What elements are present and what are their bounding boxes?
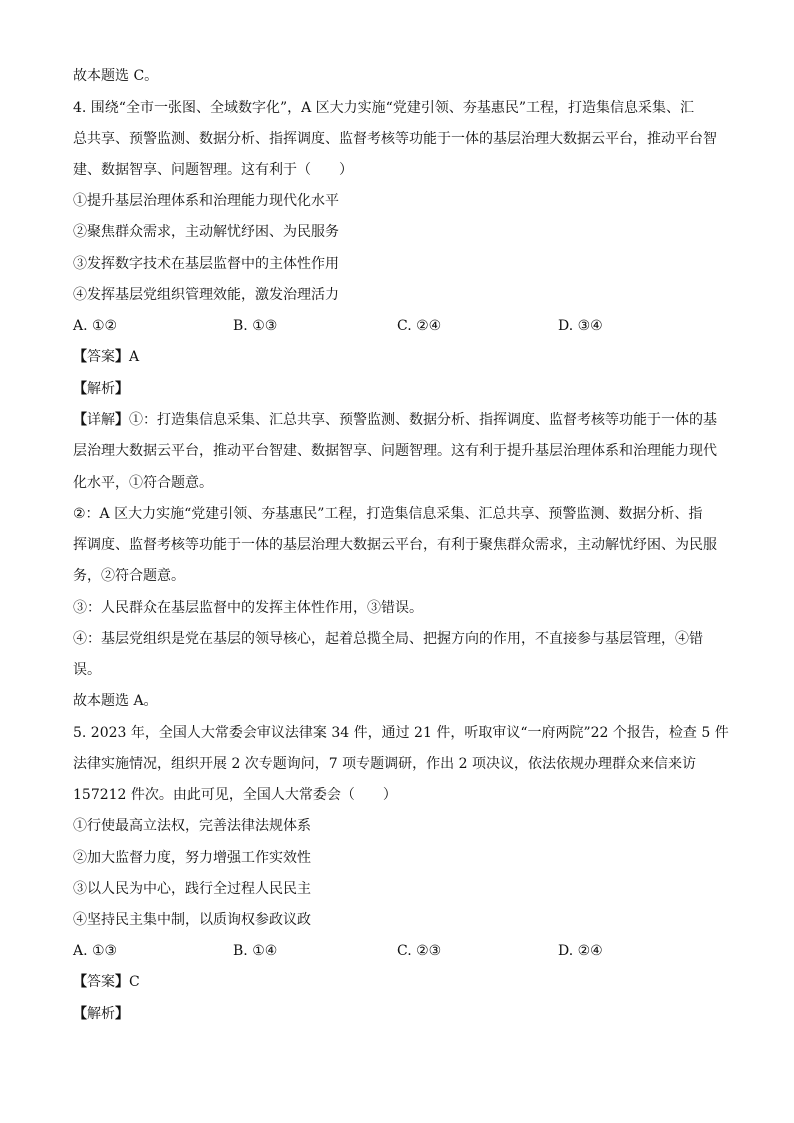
q4-options — [73, 316, 733, 336]
q4-detail-line-7: ③：人民群众在基层监督中的发挥主体性作用，③错误。 — [73, 600, 423, 616]
q4-stem-line-2: 总共享、预警监测、数据分析、指挥调度、监督考核等功能于一体的基层治理大数据云平台，推动平台智 — [73, 131, 717, 147]
q4-analysis-heading: 【解析】 — [73, 381, 129, 397]
prev-conclusion: 故本题选 C。 — [73, 68, 159, 84]
q4-option-b: B. ①③ — [233, 318, 278, 334]
q5-stem-line-2: 法律实施情况，组织开展 2 次专题询问，7 项专题调研，作出 2 项决议，依法依规办理群众来信来访 — [73, 756, 696, 772]
q4-option-c: C. ②④ — [397, 318, 442, 334]
q4-statement-2: ②聚焦群众需求，主动解忧纾困、为民服务 — [73, 224, 339, 240]
q5-answer: 【答案】C — [73, 974, 140, 990]
q5-statement-3: ③以人民为中心，践行全过程人民民主 — [73, 881, 311, 897]
q4-detail-line-9: 误。 — [73, 662, 101, 678]
q4-statement-4: ④发挥基层党组织管理效能，激发治理活力 — [73, 287, 339, 303]
q5-stem-line-1: 5. 2023 年，全国人大常委会审议法律案 34 件，通过 21 件，听取审议“一府两院”22 个报告，检查 5 件 — [73, 725, 729, 741]
q5-option-a: A. ①③ — [73, 943, 118, 959]
q4-detail-line-6: 务，②符合题意。 — [73, 568, 185, 584]
q5-option-c: C. ②③ — [397, 943, 442, 959]
q5-option-d: D. ②④ — [558, 943, 603, 959]
q5-options — [73, 941, 733, 961]
q4-detail-line-8: ④：基层党组织是党在基层的领导核心，起着总揽全局、把握方向的作用，不直接参与基层管理，④错 — [73, 631, 703, 647]
q4-stem-line-1: 4. 围绕“全市一张图、全域数字化”，A 区大力实施“党建引领、夯基惠民”工程，打造集信息采集、汇 — [73, 100, 694, 116]
q5-answer-value: C — [129, 974, 140, 990]
q5-stem-line-3: 157212 件次。由此可见，全国人大常委会（ ） — [73, 787, 397, 803]
q4-statement-1: ①提升基层治理体系和治理能力现代化水平 — [73, 193, 339, 209]
q4-detail-line-5: 挥调度、监督考核等功能于一体的基层治理大数据云平台，有利于聚焦群众需求，主动解忧纾困、为民服 — [73, 537, 717, 553]
q4-detail-line-4: ②：A 区大力实施“党建引领、夯基惠民”工程，打造集信息采集、汇总共享、预警监测、数据分析、指 — [73, 506, 703, 522]
q4-detail-line-3: 化水平，①符合题意。 — [73, 475, 213, 491]
q4-answer-value: A — [129, 349, 140, 365]
q4-stem-line-3: 建、数据智享、问题智理。这有利于（ ） — [73, 162, 353, 178]
q5-statement-1: ①行使最高立法权，完善法律法规体系 — [73, 818, 311, 834]
q4-option-a: A. ①② — [73, 318, 118, 334]
q4-statement-3: ③发挥数字技术在基层监督中的主体性作用 — [73, 256, 339, 272]
q4-detail-line-1: 【详解】①：打造集信息采集、汇总共享、预警监测、数据分析、指挥调度、监督考核等功能于一体的基 — [73, 412, 717, 428]
q5-statement-4: ④坚持民主集中制，以质询权参政议政 — [73, 912, 311, 928]
q4-detail-line-2: 层治理大数据云平台，推动平台智建、数据智享、问题智理。这有利于提升基层治理体系和治理能力现代 — [73, 443, 717, 459]
q5-analysis-heading: 【解析】 — [73, 1006, 129, 1022]
q4-option-d: D. ③④ — [558, 318, 603, 334]
q4-conclusion: 故本题选 A。 — [73, 693, 158, 709]
q4-answer: 【答案】A — [73, 349, 140, 365]
q5-option-b: B. ①④ — [233, 943, 278, 959]
q5-statement-2: ②加大监督力度，努力增强工作实效性 — [73, 850, 311, 866]
